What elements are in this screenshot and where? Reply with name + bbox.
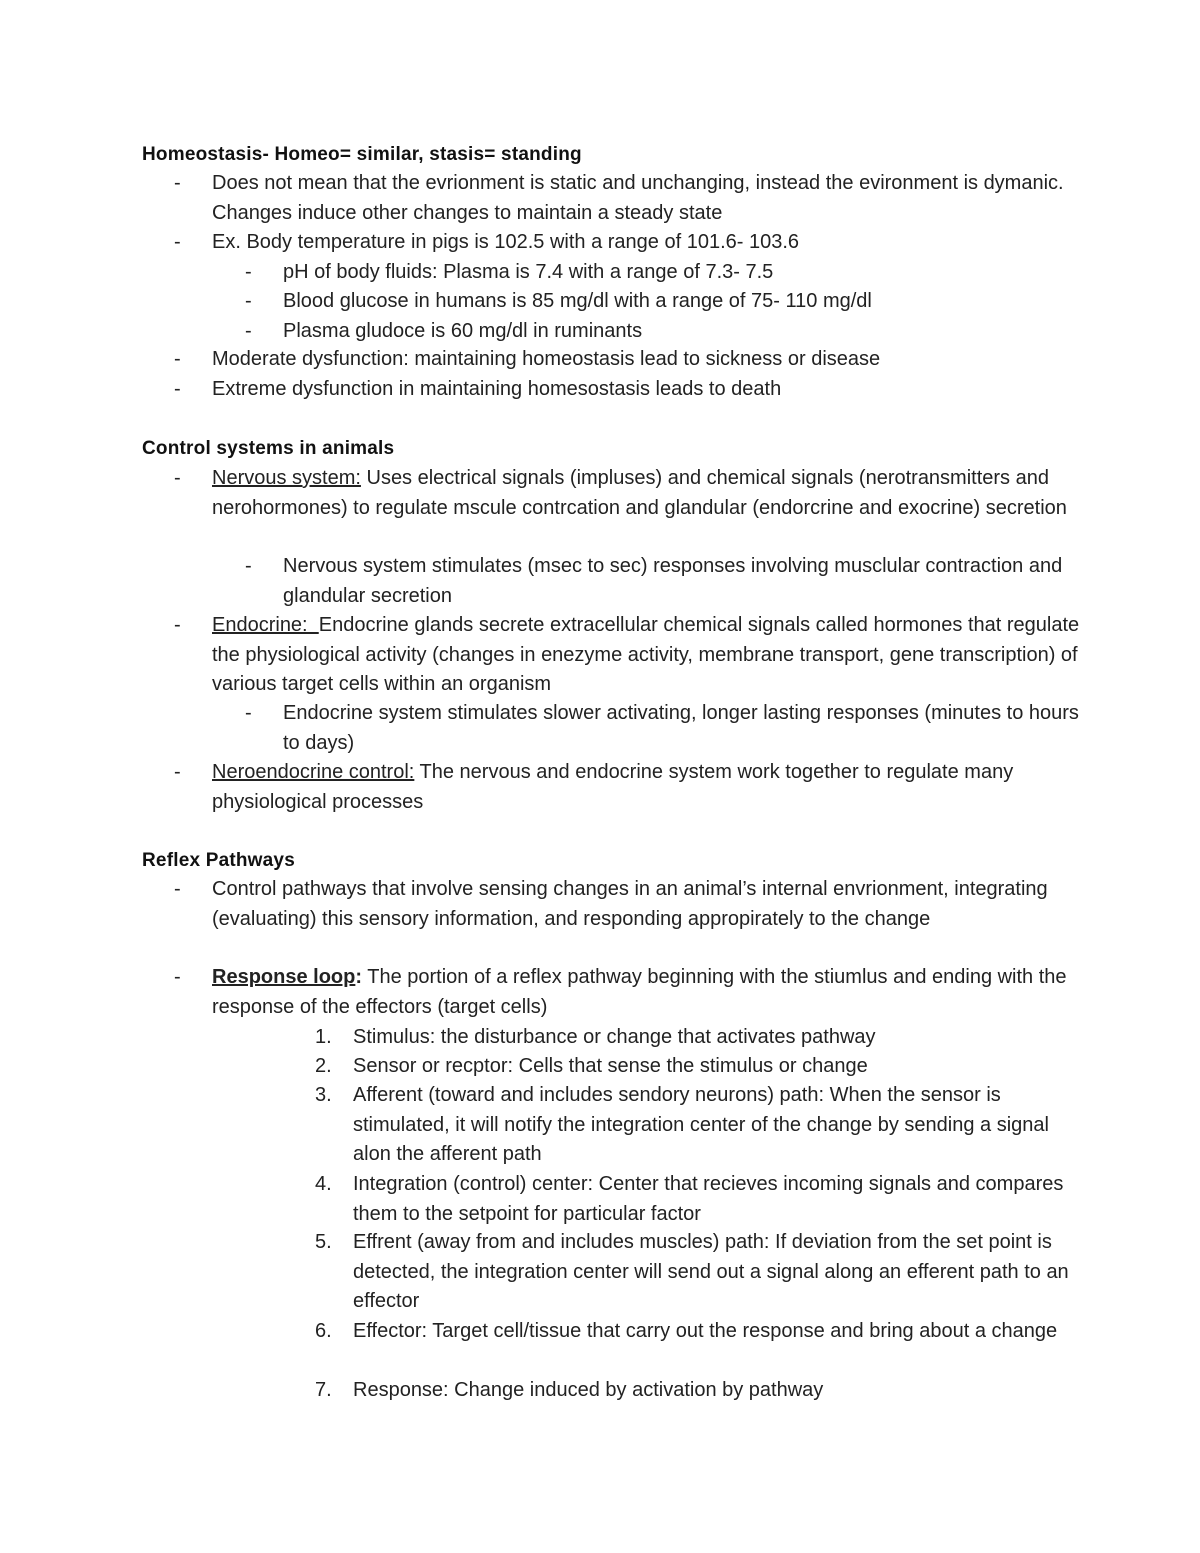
- item-text: pH of body fluids: Plasma is 7.4 with a range of 7.3- 7.5: [283, 261, 774, 283]
- ordered-list-item: [315, 1023, 1073, 1053]
- list-item: [245, 552, 1083, 611]
- bullet-marker: -: [245, 702, 252, 724]
- item-text: Moderate dysfunction: maintaining homeostasis lead to sickness or disease: [212, 348, 881, 370]
- item-text: The portion of a reflex pathway beginning with the stiumlus and ending with the response of the effectors (target cells): [212, 966, 1067, 1018]
- bullet-marker: -: [245, 320, 252, 342]
- item-text: Endocrine glands secrete extracellular chemical signals called hormones that regulate the physiological activity (changes in enezyme activity, membrane transport, gene transcription) of various target cells within an organism: [212, 614, 1080, 696]
- item-text: The nervous and endocrine system work together to regulate many physiological processes: [212, 761, 1014, 813]
- bullet-marker: -: [174, 467, 181, 489]
- item-text: Extreme dysfunction in maintaining homesostasis leads to death: [212, 378, 782, 400]
- list-item: [174, 875, 1092, 934]
- bullet-marker: -: [174, 231, 181, 253]
- item-text: Plasma gludoce is 60 mg/dl in ruminants: [283, 320, 643, 342]
- list-item: [245, 258, 1083, 288]
- ordered-list-item: [315, 1081, 1073, 1170]
- list-item: [174, 228, 1092, 258]
- list-item-neuroendocrine: [174, 758, 1092, 817]
- item-text: Integration (control) center: Center that recieves incoming signals and compares them to the setpoint for particular factor: [353, 1173, 1064, 1225]
- ordered-list-item: [315, 1317, 1073, 1347]
- term-label: Endocrine:: [212, 614, 319, 636]
- list-number: 5.: [315, 1231, 332, 1253]
- list-number: 3.: [315, 1084, 332, 1106]
- ordered-list-item: [315, 1052, 1073, 1082]
- bullet-marker: -: [174, 378, 181, 400]
- list-item: [245, 699, 1083, 758]
- item-text: Endocrine system stimulates slower activating, longer lasting responses (minutes to hours to days): [283, 702, 1079, 754]
- list-number: 6.: [315, 1320, 332, 1342]
- term-colon: :: [355, 966, 363, 988]
- item-text: Effector: Target cell/tissue that carry out the response and bring about a change: [353, 1320, 1058, 1342]
- item-text: Response: Change induced by activation by pathway: [353, 1379, 824, 1401]
- bullet-marker: -: [174, 878, 181, 900]
- bullet-marker: -: [245, 555, 252, 577]
- list-item-endocrine: [174, 611, 1092, 700]
- ordered-list-item: [315, 1228, 1073, 1317]
- item-text: Control pathways that involve sensing changes in an animal’s internal envrionment, integrating (evaluating) this sensory information, and responding appropirately to the change: [212, 878, 1048, 930]
- list-number: 1.: [315, 1026, 332, 1048]
- bullet-marker: -: [174, 761, 181, 783]
- list-number: 4.: [315, 1173, 332, 1195]
- term-label: Neroendocrine control:: [212, 761, 415, 783]
- section-heading-reflex-pathways: Reflex Pathways: [142, 850, 295, 871]
- bullet-marker: -: [174, 614, 181, 636]
- item-text: Stimulus: the disturbance or change that activates pathway: [353, 1026, 876, 1048]
- item-text: Does not mean that the evrionment is static and unchanging, instead the evironment is dymanic. Changes induce other changes to maintain a steady state: [212, 172, 1064, 224]
- item-text: Uses electrical signals (impluses) and chemical signals (nerotransmitters and nerohormones) to regulate mscule contrcation and glandular (endorcrine and exocrine) secretion: [212, 467, 1067, 519]
- list-item: [174, 169, 1092, 228]
- ordered-list-item: [315, 1376, 1073, 1406]
- item-text: Blood glucose in humans is 85 mg/dl with a range of 75- 110 mg/dl: [283, 290, 872, 312]
- list-item: [245, 317, 1083, 347]
- list-item-nervous-system: [174, 464, 1092, 523]
- item-text: Ex. Body temperature in pigs is 102.5 with a range of 101.6- 103.6: [212, 231, 800, 253]
- bullet-marker: -: [245, 261, 252, 283]
- item-text: Nervous system stimulates (msec to sec) responses involving musclular contraction and glandular secretion: [283, 555, 1063, 607]
- bullet-marker: -: [245, 290, 252, 312]
- ordered-list-item: [315, 1170, 1073, 1229]
- section-heading-homeostasis: Homeostasis- Homeo= similar, stasis= standing: [142, 144, 582, 165]
- bullet-marker: -: [174, 966, 181, 988]
- term-label: Nervous system:: [212, 467, 361, 489]
- list-number: 7.: [315, 1379, 332, 1401]
- section-heading-control-systems: Control systems in animals: [142, 438, 395, 459]
- item-text: Afferent (toward and includes sendory neurons) path: When the sensor is stimulated, it will notify the integration center of the change by sending a signal alon the afferent path: [353, 1084, 1049, 1166]
- bullet-marker: -: [174, 348, 181, 370]
- item-text: Effrent (away from and includes muscles) path: If deviation from the set point is detected, the integration center will send out a signal along an efferent path to an effector: [353, 1231, 1069, 1313]
- term-label: Response loop: [212, 966, 356, 988]
- bullet-marker: -: [174, 172, 181, 194]
- item-text: Sensor or recptor: Cells that sense the stimulus or change: [353, 1055, 868, 1077]
- list-item: [174, 375, 1092, 405]
- list-item-response-loop: [174, 963, 1092, 1022]
- list-item: [174, 345, 1092, 375]
- list-item: [245, 287, 1083, 317]
- list-number: 2.: [315, 1055, 332, 1077]
